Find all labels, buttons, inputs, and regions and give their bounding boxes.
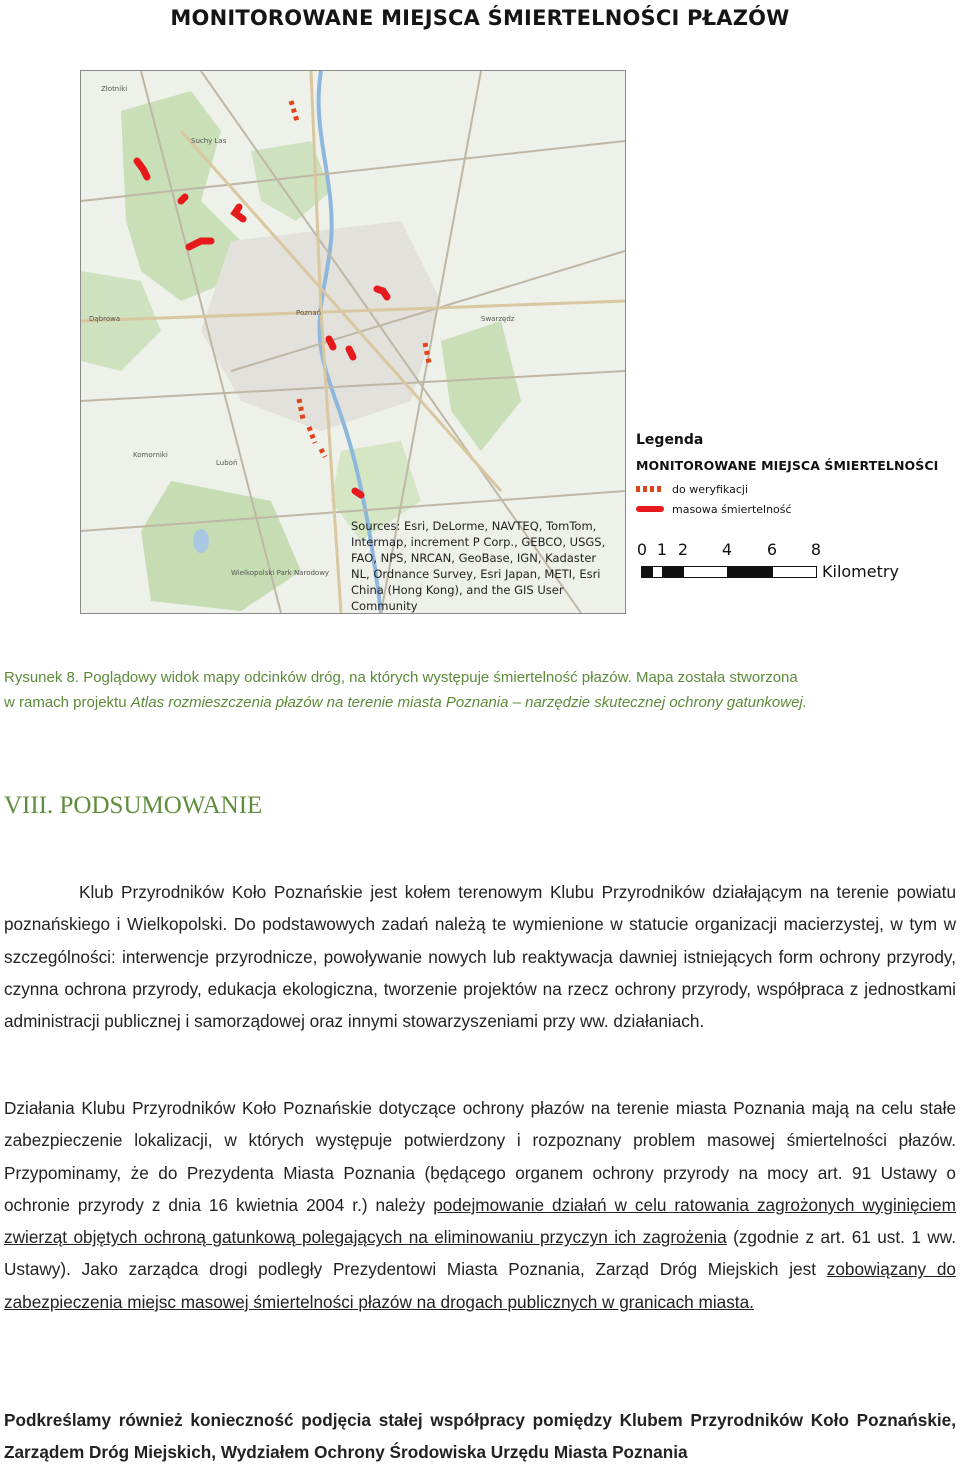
label-dabrowa: Dąbrowa [89,315,121,323]
page-title: MONITOROWANE MIEJSCA ŚMIERTELNOŚCI PŁAZÓW [170,6,790,30]
mortality-map [80,70,626,614]
lake-south [193,529,209,553]
scale-segment [662,566,684,578]
scale-segment [727,566,773,578]
scale-tick: 0 [636,540,648,559]
map-canvas [81,71,625,613]
paragraph-cooperation: Podkreślamy również konieczność podjęcia stałej współpracy pomiędzy Klubem Przyrodników Koło Poznańskie, Zarządem Dróg Miejskich, Wydziałem Ochrony Środowiska Urzędu Miasta Poznania [4,1410,956,1463]
legend-item-verify: do weryfikacji [636,482,748,496]
scale-unit: Kilometry [822,562,899,581]
dashed-line-icon [636,486,664,492]
legend-title: Legenda [636,432,704,448]
label-poznan: Poznań [296,309,322,317]
label-komorniki: Komorniki [133,451,168,459]
solid-line-icon [636,506,664,512]
legend-subtitle: MONITOROWANE MIEJSCA ŚMIERTELNOŚCI [636,458,939,473]
figure-caption-line1: Rysunek 8. Poglądowy widok mapy odcinków dróg, na których występuje śmiertelność płazów. Mapa została stworzona [4,669,798,686]
svg-text:FAO, NPS, NRCAN, GeoBase, IGN,: FAO, NPS, NRCAN, GeoBase, IGN, Kadaster [351,551,597,565]
scale-tick: 1 [656,540,668,559]
svg-text:Intermap, increment P Corp., G: Intermap, increment P Corp., GEBCO, USGS, [351,535,606,549]
scale-segment [772,566,817,578]
svg-text:Sources: Esri, DeLorme, NAVTEQ: Sources: Esri, DeLorme, NAVTEQ, TomTom, [351,519,597,533]
label-lubon: Luboń [216,459,238,467]
svg-text:Community: Community [351,599,418,613]
legend-item-mortality: masowa śmiertelność [636,502,792,516]
scale-tick: 8 [810,540,822,559]
scale-segment [683,566,728,578]
scale-tick: 2 [677,540,689,559]
label-zlotniki: Złotniki [101,85,128,93]
scale-bar [636,540,956,590]
figure-caption-line2: w ramach projektu Atlas rozmieszczenia płazów na terenie miasta Poznania – narzędzie skutecznej ochrony gatunkowej. [4,694,807,711]
label-suchy-las: Suchy Las [191,137,227,145]
paragraph-intro: Klub Przyrodników Koło Poznańskie jest kołem terenowym Klubu Przyrodników działającym na terenie powiatu poznańskiego i Wielkopolski. Do podstawowych zadań należą te wymienione w statucie organizacji macierzystej, w tym w szczególności: interwencje przyrodnicze, powoływanie nowych lub reaktywacja dawniej istniejących form ochrony przyrody, czynna ochrona przyrody, edukacja ekologiczna, tworzenie projektów na rzecz ochrony przyrody, współpraca z jednostkami administracji publicznej i samorządowej oraz innymi stowarzyszeniami przy ww. działaniach. [4,882,956,1032]
scale-tick: 4 [721,540,733,559]
paragraph-actions: Działania Klubu Przyrodników Koło Poznańskie dotyczące ochrony płazów na terenie miasta Poznania mają na celu stałe zabezpieczenie lokalizacji, w których występuje potwierdzony i rozpoznany problem masowej śmiertelności płazów. Przypominamy, że do Prezydenta Miasta Poznania (będącego organem ochrony przyrody na mocy art. 91 Ustawy o ochronie przyrody z dnia 16 kwietnia 2004 r.) należy podejmowanie działań w celu ratowania zagrożonych wyginięciem zwierząt objętych ochroną gatunkową polegających na eliminowaniu przyczyn ich zagrożenia (zgodnie z art. 61 ust. 1 ww. Ustawy). Jako zarządca drogi podległy Prezydentowi Miasta Poznania, Zarząd Dróg Miejskich jest zobowiązany do zabezpieczenia miejsc masowej śmiertelności płazów na drogach publicznych w granicach miasta. [4,1098,956,1312]
svg-text:China (Hong Kong), and the GIS: China (Hong Kong), and the GIS User [351,583,564,597]
section-heading: VIII. PODSUMOWANIE [4,792,263,819]
scale-tick: 6 [766,540,778,559]
label-wpn: Wielkopolski Park Narodowy [231,569,330,577]
label-swarzedz: Swarzędz [481,315,515,323]
svg-text:NL, Ordnance Survey, Esri Japa: NL, Ordnance Survey, Esri Japan, METI, Esri [351,567,601,581]
